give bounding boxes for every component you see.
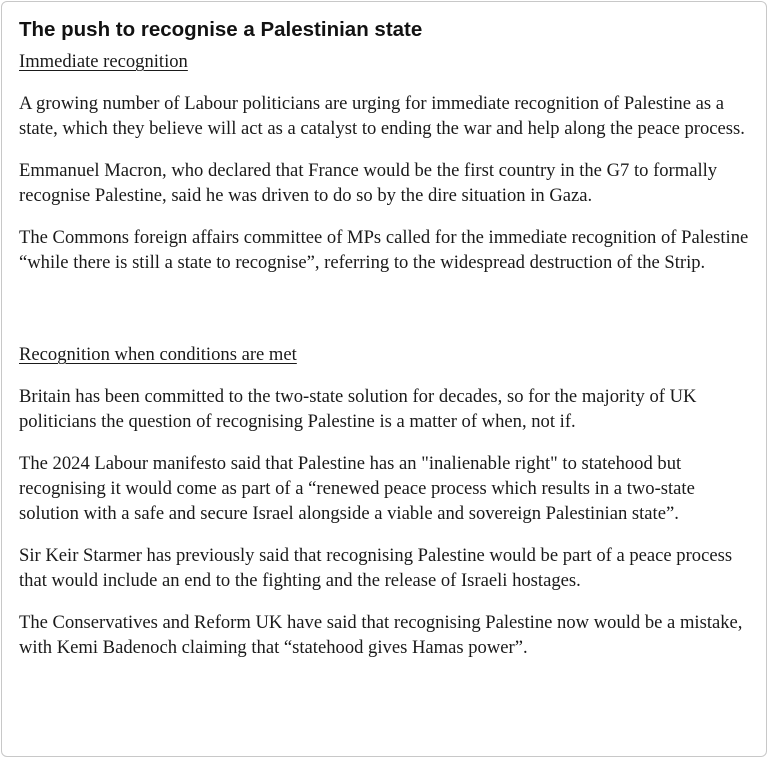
- paragraph: The 2024 Labour manifesto said that Palestine has an "inalienable right" to statehood but recognising it would come as part of a “renewed peace process which results in a two-state solution with a safe and secure Israel alongside a viable and sovereign Palestinian state”.: [19, 453, 695, 524]
- article-title: The push to recognise a Palestinian state: [19, 18, 423, 41]
- paragraph: The Commons foreign affairs committee of MPs called for the immediate recognition of Palestine “while there is still a state to recognise”, referring to the widespread destruction of the Strip.: [19, 227, 749, 273]
- paragraph: The Conservatives and Reform UK have said that recognising Palestine now would be a mistake, with Kemi Badenoch claiming that “statehood gives Hamas power”.: [19, 612, 743, 658]
- paragraph: Britain has been committed to the two-state solution for decades, so for the majority of UK politicians the question of recognising Palestine is a matter of when, not if.: [19, 386, 697, 432]
- section-heading-conditions: Recognition when conditions are met: [19, 344, 297, 365]
- paragraph: Emmanuel Macron, who declared that France would be the first country in the G7 to formally recognise Palestine, said he was driven to do so by the dire situation in Gaza.: [19, 160, 718, 206]
- section-spacer: [19, 292, 750, 342]
- section-heading-immediate: Immediate recognition: [19, 51, 188, 72]
- paragraph: Sir Keir Starmer has previously said that recognising Palestine would be part of a peace process that would include an end to the fighting and the release of Israeli hostages.: [19, 545, 733, 591]
- paragraph: A growing number of Labour politicians are urging for immediate recognition of Palestine as a state, which they believe will act as a catalyst to ending the war and help along the peace process.: [19, 93, 745, 139]
- article-card: [1, 1, 767, 757]
